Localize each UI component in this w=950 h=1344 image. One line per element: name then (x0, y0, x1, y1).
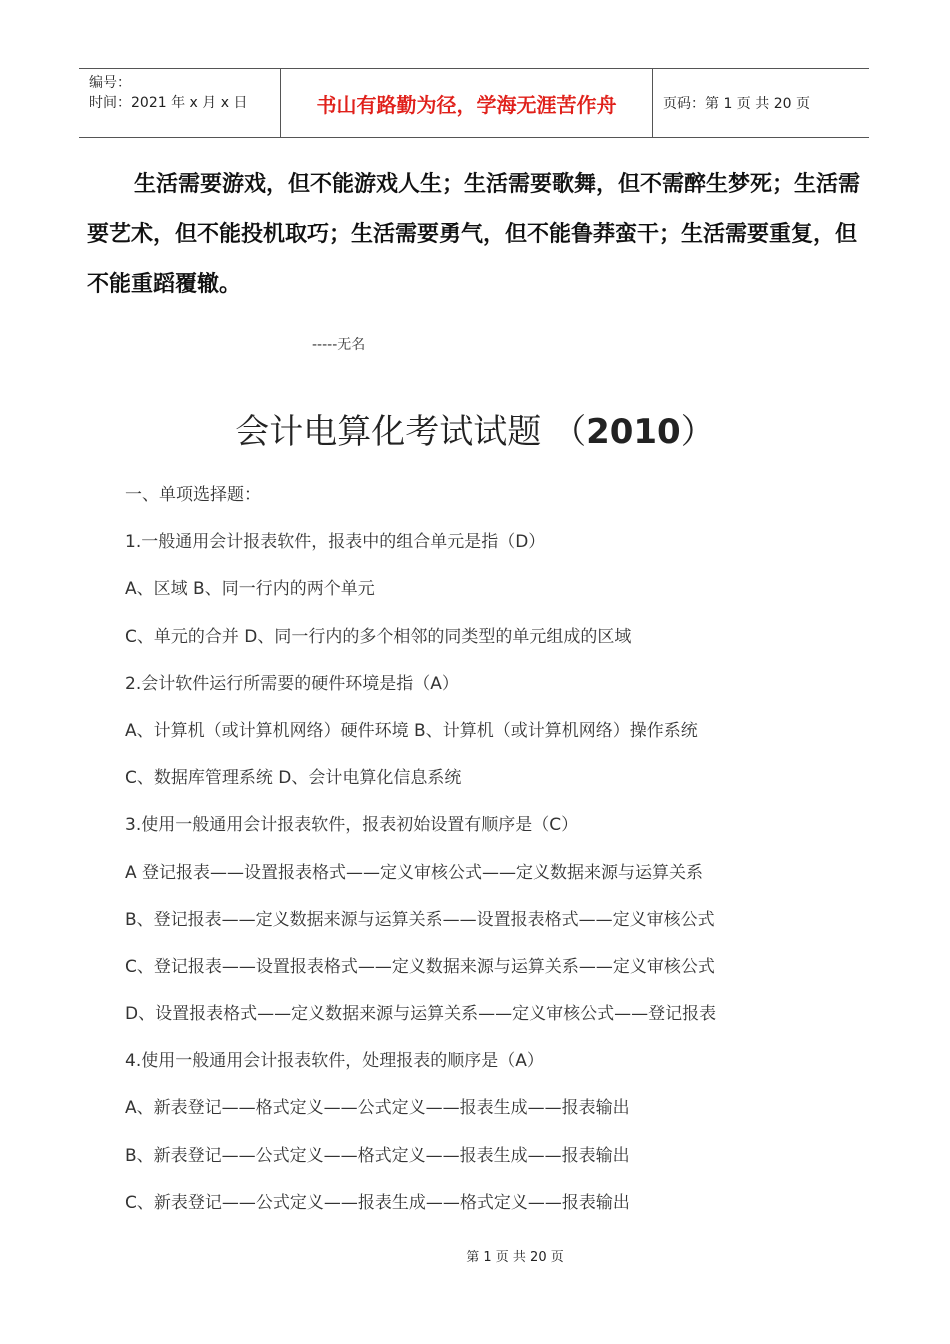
page-title (0, 404, 950, 453)
quote-text: 生活需要游戏，但不能游戏人生；生活需要歌舞，但不需醉生梦死；生活需要艺术，但不能投机取巧；生活需要勇气，但不能鲁莽蛮干；生活需要重复，但不能重蹈覆辙。 (87, 172, 861, 297)
question-text: 3.使用一般通用会计报表软件，报表初始设置有顺序是（C） (125, 815, 579, 836)
question-text: 2.会计软件运行所需要的硬件环境是指（A） (125, 673, 459, 694)
page-footer: 第 1 页 共 20 页 (466, 1250, 564, 1265)
section-heading: 一、单项选择题： (125, 485, 261, 505)
option-line: C、新表登记——公式定义——报表生成——格式定义——报表输出 (125, 1192, 630, 1213)
option-line: A 登记报表——设置报表格式——定义审核公式——定义数据来源与运算关系 (125, 862, 704, 883)
quote-author: -----无名 (312, 337, 366, 353)
option-line: C、单元的合并 D、同一行内的多个相邻的同类型的单元组成的区域 (125, 626, 632, 647)
option-line: C、登记报表——设置报表格式——定义数据来源与运算关系——定义审核公式 (125, 956, 715, 977)
header-meta (79, 69, 281, 137)
question-text: 4.使用一般通用会计报表软件，处理报表的顺序是（A） (125, 1051, 544, 1072)
question-list (125, 472, 845, 1227)
header-page-info: 页码：第 1 页 共 20 页 (663, 96, 810, 112)
question-text: 1.一般通用会计报表软件，报表中的组合单元是指（D） (125, 532, 546, 553)
title-year: 2010 (586, 412, 681, 452)
option-line: B、新表登记——公式定义——格式定义——报表生成——报表输出 (125, 1145, 630, 1166)
header-motto (281, 69, 653, 137)
option-line: D、设置报表格式——定义数据来源与运算关系——定义审核公式——登记报表 (125, 1004, 717, 1025)
motto-text: 书山有路勤为径，学海无涯苦作舟 (316, 92, 617, 117)
time-label: 时间：2021 年 x 月 x 日 (89, 95, 248, 111)
option-line: A、区域 B、同一行内的两个单元 (125, 579, 375, 600)
number-label: 编号： (89, 75, 131, 91)
option-line: A、计算机（或计算机网络）硬件环境 B、计算机（或计算机网络）操作系统 (125, 720, 698, 741)
title-main: 会计电算化考试试题 （ (235, 412, 587, 452)
page-header (79, 68, 869, 138)
option-line: B、登记报表——定义数据来源与运算关系——设置报表格式——定义审核公式 (125, 909, 715, 930)
title-close: ） (680, 412, 715, 452)
option-line: A、新表登记——格式定义——公式定义——报表生成——报表输出 (125, 1098, 630, 1119)
option-line: C、数据库管理系统 D、会计电算化信息系统 (125, 768, 462, 789)
